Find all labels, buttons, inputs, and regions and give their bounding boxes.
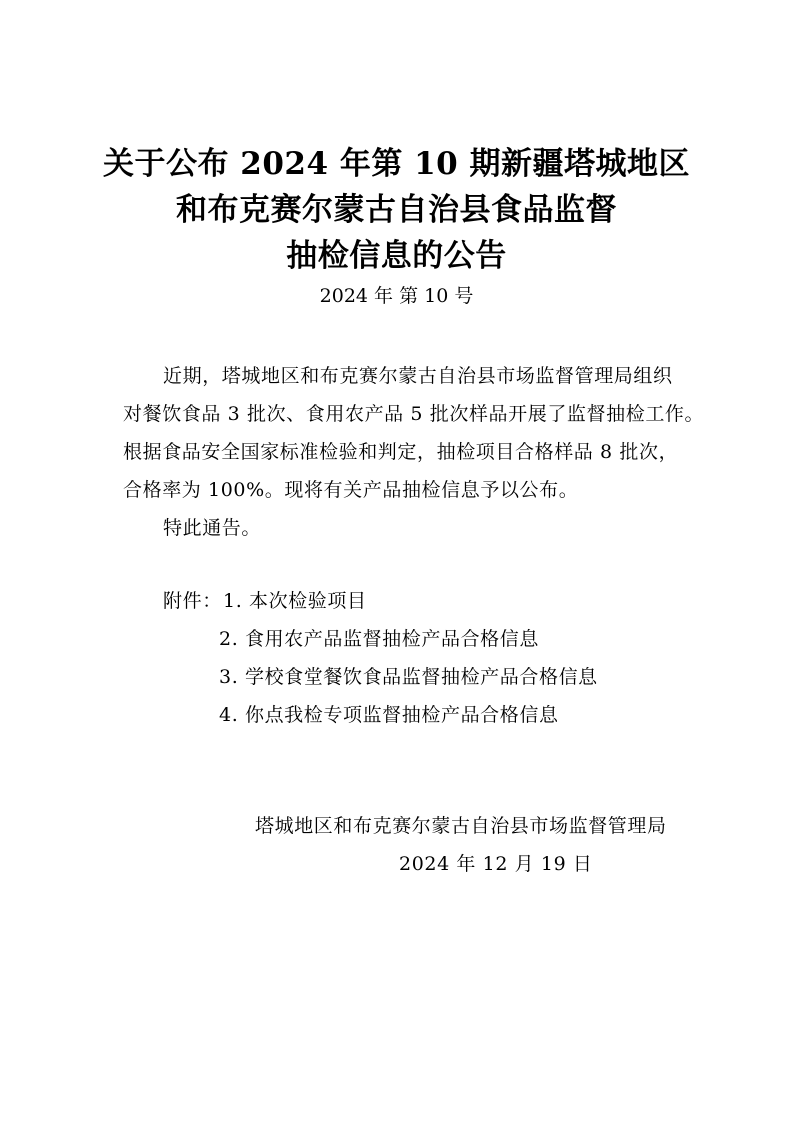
body-line-2: 对餐饮食品 3 批次、食用农产品 5 批次样品开展了监督抽检工作。 xyxy=(123,403,705,425)
document-number: 2024 年 第 10 号 xyxy=(319,285,474,307)
attachment-item-3: 3. 学校食堂餐饮食品监督抽检产品合格信息 xyxy=(219,666,598,688)
attachment-item-4: 4. 你点我检专项监督抽检产品合格信息 xyxy=(219,704,559,726)
attachments-label: 附件： xyxy=(163,590,222,612)
attachment-item-1: 1. 本次检验项目 xyxy=(223,590,367,612)
document-title-line-3: 抽检信息的公告 xyxy=(286,238,507,274)
document-title-line-2: 和布克赛尔蒙古自治县食品监督 xyxy=(176,192,617,228)
signature-date: 2024 年 12 月 19 日 xyxy=(399,853,593,875)
attachment-item-2: 2. 食用农产品监督抽检产品合格信息 xyxy=(219,628,539,650)
notice-closing: 特此通告。 xyxy=(163,517,262,539)
body-line-3: 根据食品安全国家标准检验和判定，抽检项目合格样品 8 批次， xyxy=(123,441,679,463)
body-line-1: 近期，塔城地区和布克赛尔蒙古自治县市场监督管理局组织 xyxy=(163,365,673,387)
signature-organization: 塔城地区和布克赛尔蒙古自治县市场监督管理局 xyxy=(255,815,667,837)
body-line-4: 合格率为 100%。现将有关产品抽检信息予以公布。 xyxy=(123,479,579,501)
document-title-line-1: 关于公布 2024 年第 10 期新疆塔城地区 xyxy=(102,146,691,182)
